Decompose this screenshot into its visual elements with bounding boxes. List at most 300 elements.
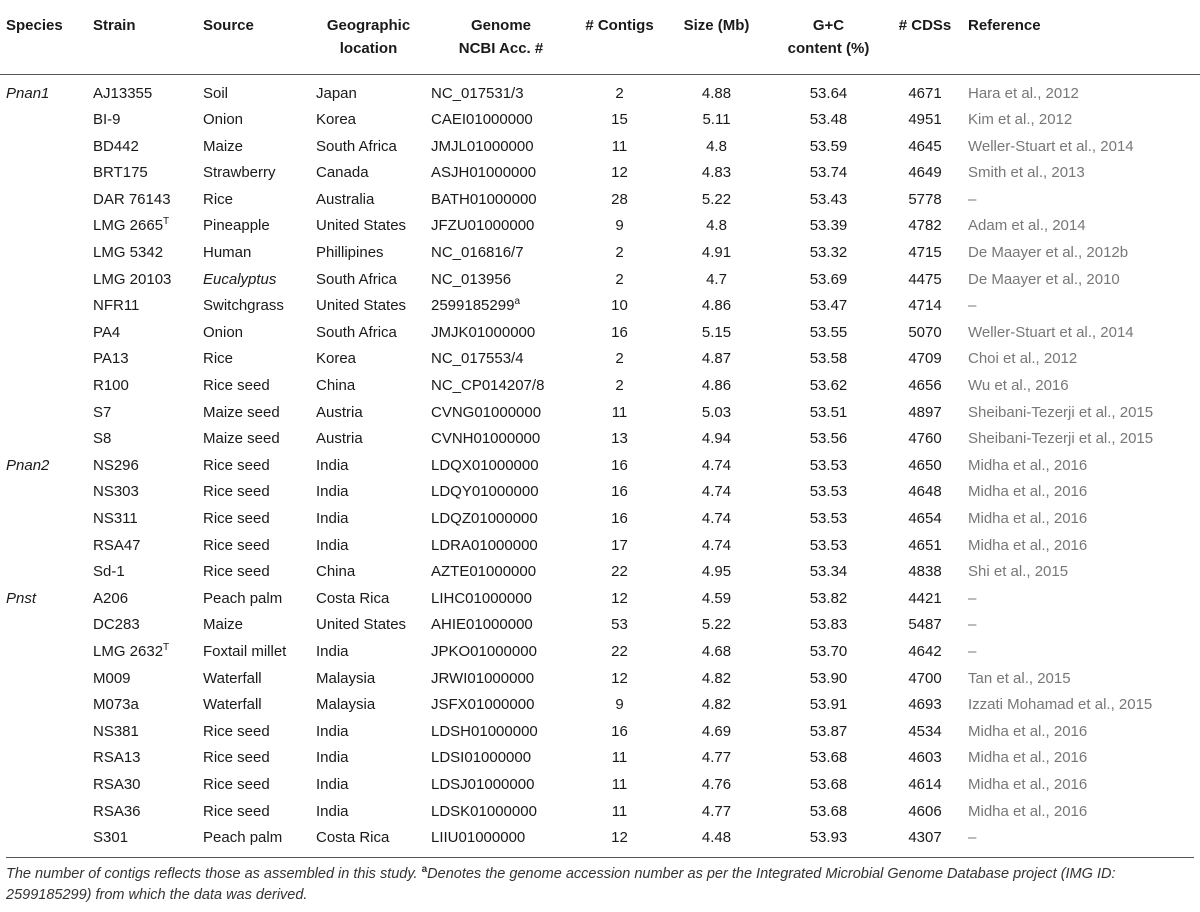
- strain-cell: NS311: [93, 510, 138, 527]
- size-cell: 4.74: [701, 510, 732, 527]
- contigs-cell: 12: [611, 164, 628, 182]
- location-cell: Korea: [316, 111, 357, 129]
- accession-cell: NC_016816/7: [431, 244, 524, 262]
- species-cell: [0, 825, 87, 852]
- gc-cell: 53.53: [809, 456, 848, 474]
- strain-cell: R100: [93, 377, 129, 395]
- gc-cell: 53.90: [809, 669, 848, 687]
- gc-cell: 53.82: [809, 589, 848, 607]
- header-location: Geographic location: [310, 6, 425, 74]
- size-cell: 4.94: [701, 430, 732, 448]
- gc-cell: 53.93: [809, 829, 848, 847]
- reference-cell: De Maayer et al., 2010: [968, 270, 1120, 288]
- strain-cell: DC283: [93, 616, 140, 634]
- reference-cell: Midha et al., 2016: [968, 510, 1088, 527]
- table-row: [0, 612, 1200, 639]
- size-cell: 5.15: [701, 323, 732, 341]
- size-cell: 4.74: [701, 483, 732, 501]
- source-cell: Maize: [203, 137, 244, 155]
- location-cell: India: [316, 722, 349, 740]
- strain-cell: AJ13355: [93, 84, 153, 102]
- table-row: [0, 187, 1200, 214]
- cds-cell: 4782: [908, 217, 942, 235]
- reference-cell: Kim et al., 2012: [968, 111, 1073, 129]
- cds-cell: 4649: [908, 164, 942, 182]
- location-cell: Austria: [316, 430, 363, 448]
- species-cell: [0, 799, 87, 826]
- species-cell: [0, 107, 87, 134]
- contigs-cell: 2: [615, 270, 624, 288]
- contigs-cell: 16: [611, 510, 628, 527]
- species-cell: [0, 533, 87, 560]
- gc-cell: 53.53: [809, 510, 848, 527]
- reference-cell: Smith et al., 2013: [968, 164, 1085, 182]
- strain-cell: A206: [93, 589, 129, 607]
- gc-cell: 53.68: [809, 749, 848, 767]
- table-row: [0, 745, 1200, 772]
- header-reference: Reference: [962, 6, 1200, 74]
- accession-cell: AZTE01000000: [431, 563, 537, 581]
- gc-cell: 53.48: [809, 111, 848, 129]
- size-cell: 4.82: [701, 669, 732, 687]
- reference-cell: Midha et al., 2016: [968, 802, 1088, 820]
- gc-cell: 53.70: [809, 642, 848, 660]
- reference-cell: Hara et al., 2012: [968, 84, 1079, 102]
- reference-cell: –: [968, 829, 977, 847]
- strain-cell: Sd-1: [93, 563, 125, 581]
- reference-cell: Izzati Mohamad et al., 2015: [968, 696, 1153, 714]
- accession-cell: CVNH01000000: [431, 430, 541, 448]
- table-row: [0, 692, 1200, 719]
- strain-cell: DAR 76143: [93, 190, 171, 208]
- location-cell: China: [316, 563, 356, 581]
- cds-cell: 4614: [908, 775, 942, 793]
- contigs-cell: 17: [611, 536, 628, 554]
- source-cell: Waterfall: [203, 669, 262, 687]
- contigs-cell: 16: [611, 323, 628, 341]
- reference-cell: Adam et al., 2014: [968, 217, 1086, 235]
- size-cell: 4.88: [701, 84, 732, 102]
- cds-cell: 4307: [908, 829, 942, 847]
- strain-cell: S8: [93, 430, 112, 448]
- gc-cell: 53.68: [809, 775, 848, 793]
- source-cell: Switchgrass: [203, 297, 284, 315]
- table-row: [0, 373, 1200, 400]
- accession-cell: LIIU01000000: [431, 829, 526, 847]
- header-row: [0, 6, 1200, 74]
- source-cell: Maize seed: [203, 403, 280, 421]
- location-cell: India: [316, 510, 349, 527]
- source-cell: Peach palm: [203, 589, 283, 607]
- accession-cell: JRWI01000000: [431, 669, 535, 687]
- location-cell: Costa Rica: [316, 589, 390, 607]
- species-cell: [0, 134, 87, 161]
- cds-cell: 4475: [908, 270, 942, 288]
- species-cell: Pnan1: [6, 84, 50, 102]
- cds-cell: 4654: [908, 510, 942, 527]
- source-cell: Rice seed: [203, 775, 270, 793]
- contigs-cell: 9: [615, 217, 624, 235]
- location-cell: India: [316, 749, 349, 767]
- table-row: [0, 426, 1200, 453]
- type-strain-marker: T: [163, 216, 170, 228]
- contigs-cell: 11: [611, 775, 628, 793]
- reference-cell: –: [968, 642, 977, 660]
- table-row: [0, 479, 1200, 506]
- cds-cell: 5487: [908, 616, 942, 634]
- gc-cell: 53.91: [809, 696, 848, 714]
- accession-cell: NC_013956: [431, 270, 512, 288]
- reference-cell: Midha et al., 2016: [968, 536, 1088, 554]
- contigs-cell: 2: [615, 377, 624, 395]
- strain-cell: RSA13: [93, 749, 141, 767]
- table-row: [0, 666, 1200, 693]
- footnote-marker: a: [514, 296, 520, 308]
- source-cell: Waterfall: [203, 696, 262, 714]
- source-cell: Maize: [203, 616, 244, 634]
- location-cell: Australia: [316, 190, 375, 208]
- strain-cell: BD442: [93, 137, 139, 155]
- gc-cell: 53.34: [809, 563, 848, 581]
- cds-cell: 4606: [908, 802, 942, 820]
- size-cell: 4.86: [701, 377, 732, 395]
- size-cell: 5.22: [701, 616, 732, 634]
- location-cell: Austria: [316, 403, 363, 421]
- reference-cell: Sheibani-Tezerji et al., 2015: [968, 430, 1154, 448]
- strain-cell: M009: [93, 669, 131, 687]
- cds-cell: 4700: [908, 669, 942, 687]
- species-cell: [0, 719, 87, 746]
- strain-cell: NFR11: [93, 297, 140, 315]
- contigs-cell: 12: [611, 669, 628, 687]
- header-cds: # CDSs: [886, 6, 962, 74]
- accession-cell: LDQX01000000: [431, 456, 539, 474]
- accession-cell: LIHC01000000: [431, 589, 532, 607]
- table-row: [0, 213, 1200, 240]
- cds-cell: 4760: [908, 430, 942, 448]
- location-cell: United States: [316, 616, 407, 634]
- species-cell: [0, 400, 87, 427]
- species-cell: [0, 666, 87, 693]
- species-cell: [0, 506, 87, 533]
- strain-cell: LMG $2632^T$: [93, 641, 170, 660]
- strain-cell: PA13: [93, 350, 129, 368]
- species-cell: [0, 692, 87, 719]
- table-row: [0, 719, 1200, 746]
- reference-cell: Choi et al., 2012: [968, 350, 1078, 368]
- table-row: [0, 799, 1200, 826]
- table-row: [0, 346, 1200, 373]
- accession-cell: JFZU01000000: [431, 217, 535, 235]
- table-footnote: The number of contigs reflects those as assembled in this study. $^a$Denotes the genome accession number as per the Integrated Microbial Genome Database project (IMG ID: 2599185299) from which the data was derived.: [6, 857, 1194, 906]
- location-cell: Malaysia: [316, 669, 376, 687]
- accession-cell: NC_CP014207/8: [431, 377, 545, 395]
- size-cell: 4.69: [701, 722, 732, 740]
- footnote-marker: a: [421, 864, 428, 876]
- accession-cell: AHIE01000000: [431, 616, 533, 634]
- table-row: [0, 533, 1200, 560]
- source-cell: Human: [203, 244, 252, 262]
- cds-cell: 4715: [908, 244, 942, 262]
- accession-cell: JMJK01000000: [431, 323, 536, 341]
- size-cell: 4.91: [701, 244, 732, 262]
- reference-cell: Shi et al., 2015: [968, 563, 1069, 581]
- header-gc-content: G+C content (%): [769, 6, 886, 74]
- contigs-cell: 2: [615, 244, 624, 262]
- table-row: [0, 267, 1200, 294]
- reference-cell: Midha et al., 2016: [968, 483, 1088, 501]
- accession-cell: LDQY01000000: [431, 483, 539, 501]
- accession-cell: LDRA01000000: [431, 536, 538, 554]
- reference-cell: –: [968, 190, 977, 208]
- table-row: [0, 320, 1200, 347]
- header-strain: Strain: [87, 6, 197, 74]
- genome-table: [0, 6, 1200, 852]
- accession-cell: NC_017531/3: [431, 84, 524, 102]
- reference-cell: –: [968, 616, 977, 634]
- accession-cell: JMJL01000000: [431, 137, 534, 155]
- source-cell: Pineapple: [203, 217, 270, 235]
- table-body: [0, 74, 1200, 852]
- size-cell: 4.48: [701, 829, 732, 847]
- gc-cell: 53.53: [809, 536, 848, 554]
- contigs-cell: 11: [611, 802, 628, 820]
- size-cell: 4.86: [701, 297, 732, 315]
- reference-cell: Sheibani-Tezerji et al., 2015: [968, 403, 1154, 421]
- cds-cell: 4645: [908, 137, 942, 155]
- location-cell: Costa Rica: [316, 829, 390, 847]
- size-cell: 4.7: [706, 270, 727, 288]
- gc-cell: 53.39: [809, 217, 848, 235]
- size-cell: 4.74: [701, 536, 732, 554]
- source-cell: Foxtail millet: [203, 642, 287, 660]
- header-species: Species: [0, 6, 87, 74]
- location-cell: Canada: [316, 164, 369, 182]
- contigs-cell: 11: [611, 403, 628, 421]
- source-cell: Rice: [203, 190, 234, 208]
- strain-cell: NS303: [93, 483, 139, 501]
- size-cell: 5.03: [701, 403, 732, 421]
- location-cell: India: [316, 456, 349, 474]
- gc-cell: 53.68: [809, 802, 848, 820]
- accession-cell: LDSJ01000000: [431, 775, 535, 793]
- table-row: [0, 74, 1200, 107]
- reference-cell: –: [968, 589, 977, 607]
- reference-cell: Midha et al., 2016: [968, 456, 1088, 474]
- strain-cell: BRT175: [93, 164, 148, 182]
- size-cell: 5.22: [701, 190, 732, 208]
- cds-cell: 4656: [908, 377, 942, 395]
- gc-cell: 53.55: [809, 323, 848, 341]
- table-row: [0, 453, 1200, 480]
- cds-cell: 4709: [908, 350, 942, 368]
- source-cell: Rice seed: [203, 536, 270, 554]
- gc-cell: 53.64: [809, 84, 848, 102]
- species-cell: [0, 639, 87, 666]
- species-cell: Pnst: [6, 589, 37, 607]
- source-cell: Eucalyptus: [203, 270, 277, 288]
- gc-cell: 53.83: [809, 616, 848, 634]
- table-row: [0, 586, 1200, 613]
- reference-cell: Midha et al., 2016: [968, 722, 1088, 740]
- contigs-cell: 13: [611, 430, 628, 448]
- contigs-cell: 22: [611, 642, 628, 660]
- size-cell: 4.83: [701, 164, 732, 182]
- header-source: Source: [197, 6, 310, 74]
- cds-cell: 4651: [908, 536, 942, 554]
- species-cell: [0, 160, 87, 187]
- source-cell: Rice seed: [203, 563, 270, 581]
- accession-cell: ASJH01000000: [431, 164, 537, 182]
- species-cell: [0, 240, 87, 267]
- accession-cell: CAEI01000000: [431, 111, 533, 129]
- location-cell: India: [316, 802, 349, 820]
- strain-cell: LMG 5342: [93, 244, 164, 262]
- location-cell: Japan: [316, 84, 357, 102]
- location-cell: South Africa: [316, 323, 397, 341]
- location-cell: China: [316, 377, 356, 395]
- header-accession: Genome NCBI Acc. #: [425, 6, 575, 74]
- species-cell: [0, 293, 87, 320]
- accession-cell: LDSH01000000: [431, 722, 538, 740]
- reference-cell: Midha et al., 2016: [968, 749, 1088, 767]
- contigs-cell: 12: [611, 829, 628, 847]
- location-cell: United States: [316, 217, 407, 235]
- table-row: [0, 160, 1200, 187]
- source-cell: Rice seed: [203, 377, 270, 395]
- size-cell: 4.77: [701, 802, 732, 820]
- cds-cell: 4671: [908, 84, 942, 102]
- contigs-cell: 10: [611, 297, 628, 315]
- species-cell: Pnan2: [6, 456, 50, 474]
- cds-cell: 5070: [908, 323, 942, 341]
- cds-cell: 4951: [908, 111, 942, 129]
- species-cell: [0, 346, 87, 373]
- location-cell: India: [316, 483, 349, 501]
- source-cell: Rice seed: [203, 749, 270, 767]
- size-cell: 4.95: [701, 563, 732, 581]
- reference-cell: Midha et al., 2016: [968, 775, 1088, 793]
- contigs-cell: 15: [611, 111, 628, 129]
- header-size: Size (Mb): [662, 6, 769, 74]
- location-cell: South Africa: [316, 270, 397, 288]
- contigs-cell: 16: [611, 722, 628, 740]
- location-cell: India: [316, 775, 349, 793]
- location-cell: Phillipines: [316, 244, 384, 262]
- gc-cell: 53.58: [809, 350, 848, 368]
- size-cell: 4.74: [701, 456, 732, 474]
- accession-cell: LDSK01000000: [431, 802, 537, 820]
- gc-cell: 53.74: [809, 164, 848, 182]
- reference-cell: Weller-Stuart et al., 2014: [968, 137, 1134, 155]
- gc-cell: 53.56: [809, 430, 848, 448]
- contigs-cell: 16: [611, 456, 628, 474]
- source-cell: Rice: [203, 350, 234, 368]
- table-row: [0, 293, 1200, 320]
- contigs-cell: 2: [615, 350, 624, 368]
- size-cell: 4.77: [701, 749, 732, 767]
- source-cell: Rice seed: [203, 802, 270, 820]
- accession-cell: BATH01000000: [431, 190, 537, 208]
- gc-cell: 53.32: [809, 244, 848, 262]
- contigs-cell: 53: [611, 616, 628, 634]
- source-cell: Rice seed: [203, 456, 270, 474]
- table-row: [0, 107, 1200, 134]
- reference-cell: De Maayer et al., 2012b: [968, 244, 1129, 262]
- gc-cell: 53.53: [809, 483, 848, 501]
- location-cell: Korea: [316, 350, 357, 368]
- accession-cell: JPKO01000000: [431, 642, 537, 660]
- contigs-cell: 12: [611, 589, 628, 607]
- gc-cell: 53.51: [809, 403, 848, 421]
- strain-cell: BI-9: [93, 111, 121, 129]
- strain-cell: RSA47: [93, 536, 141, 554]
- accession-cell: CVNG01000000: [431, 403, 542, 421]
- species-cell: [0, 187, 87, 214]
- source-cell: Maize seed: [203, 430, 280, 448]
- species-cell: [0, 772, 87, 799]
- contigs-cell: 9: [615, 696, 624, 714]
- contigs-cell: 11: [611, 137, 628, 155]
- contigs-cell: 2: [615, 84, 624, 102]
- species-cell: [0, 373, 87, 400]
- size-cell: 4.59: [701, 589, 732, 607]
- cds-cell: 4534: [908, 722, 942, 740]
- reference-cell: –: [968, 297, 977, 315]
- strain-cell: NS381: [93, 722, 139, 740]
- size-cell: 4.87: [701, 350, 732, 368]
- gc-cell: 53.69: [809, 270, 848, 288]
- source-cell: Strawberry: [203, 164, 276, 182]
- species-cell: [0, 479, 87, 506]
- size-cell: 4.8: [706, 137, 727, 155]
- location-cell: Malaysia: [316, 696, 376, 714]
- gc-cell: 53.87: [809, 722, 848, 740]
- species-cell: [0, 320, 87, 347]
- cds-cell: 4642: [908, 642, 942, 660]
- cds-cell: 4421: [908, 589, 942, 607]
- strain-cell: LMG $2665^T$: [93, 216, 170, 235]
- gc-cell: 53.59: [809, 137, 848, 155]
- species-cell: [0, 213, 87, 240]
- cds-cell: 4603: [908, 749, 942, 767]
- gc-cell: 53.47: [809, 297, 848, 315]
- table-row: [0, 400, 1200, 427]
- cds-cell: 4650: [908, 456, 942, 474]
- contigs-cell: 28: [611, 190, 628, 208]
- reference-cell: Tan et al., 2015: [968, 669, 1071, 687]
- cds-cell: 5778: [908, 190, 942, 208]
- reference-cell: Weller-Stuart et al., 2014: [968, 323, 1134, 341]
- accession-cell: NC_017553/4: [431, 350, 524, 368]
- table-row: [0, 825, 1200, 852]
- strain-cell: S301: [93, 829, 129, 847]
- source-cell: Rice seed: [203, 510, 270, 527]
- cds-cell: 4648: [908, 483, 942, 501]
- size-cell: 4.8: [706, 217, 727, 235]
- table-row: [0, 559, 1200, 586]
- species-cell: [0, 612, 87, 639]
- strain-cell: S7: [93, 403, 112, 421]
- species-cell: [0, 745, 87, 772]
- size-cell: 4.68: [701, 642, 732, 660]
- header-contigs: # Contigs: [575, 6, 662, 74]
- accession-cell: 2599185299$^a$: [431, 296, 520, 315]
- source-cell: Rice seed: [203, 722, 270, 740]
- location-cell: South Africa: [316, 137, 397, 155]
- strain-cell: LMG 20103: [93, 270, 172, 288]
- gc-cell: 53.43: [809, 190, 848, 208]
